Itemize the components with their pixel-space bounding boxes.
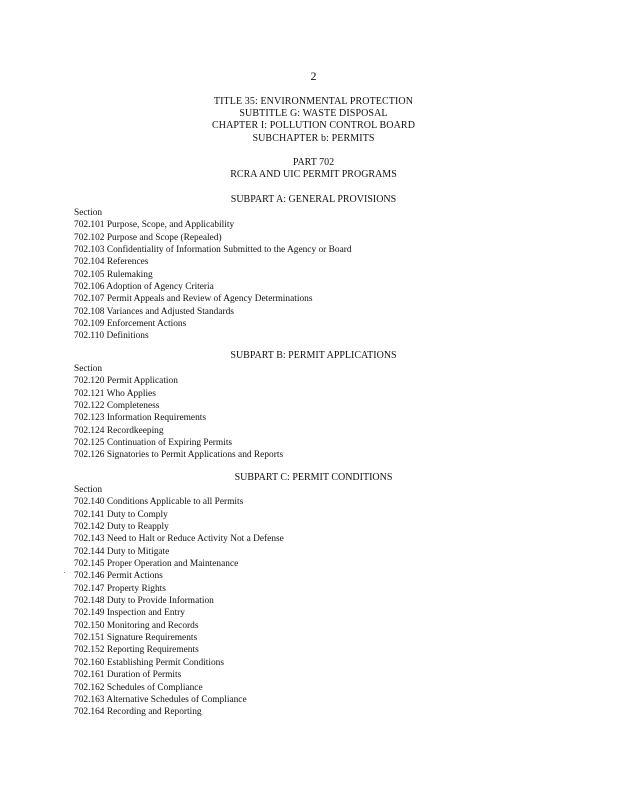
section-item: 702.126 Signatories to Permit Applications and Reports (74, 450, 284, 461)
section-item: 702.149 Inspection and Entry (74, 608, 185, 619)
subpart-b-title: SUBPART B: PERMIT APPLICATIONS (230, 350, 397, 361)
section-item: 702.103 Confidentiality of Information Submitted to the Agency or Board (74, 245, 352, 256)
section-item: 702.152 Reporting Requirements (74, 645, 199, 656)
subpart-a-section-list (74, 207, 574, 343)
section-heading: Section (74, 485, 103, 495)
section-item: 702.106 Adoption of Agency Criteria (74, 282, 214, 293)
section-item: 702.163 Alternative Schedules of Compliance (74, 694, 247, 705)
scan-speck (64, 572, 65, 573)
section-item: 702.110 Definitions (74, 331, 149, 342)
section-item: 702.160 Establishing Permit Conditions (74, 657, 225, 668)
section-item: 702.125 Continuation of Expiring Permits (74, 438, 233, 449)
section-heading: Section (74, 208, 103, 218)
section-item: 702.162 Schedules of Compliance (74, 682, 203, 693)
subchapter-line: SUBCHAPTER b: PERMITS (252, 132, 375, 144)
section-item: 702.122 Completeness (74, 401, 160, 412)
subpart-c-title: SUBPART C: PERMIT CONDITIONS (234, 472, 393, 483)
chapter-line: CHAPTER I: POLLUTION CONTROL BOARD (211, 120, 416, 132)
section-item: 702.104 References (74, 257, 149, 268)
section-item: 702.146 Permit Actions (74, 571, 163, 582)
document-header (0, 96, 619, 145)
section-item: 702.123 Information Requirements (74, 413, 207, 424)
subpart-a-title: SUBPART A: GENERAL PROVISIONS (230, 194, 397, 205)
section-item: 702.151 Signature Requirements (74, 633, 198, 644)
section-item: 702.101 Purpose, Scope, and Applicability (74, 220, 235, 231)
section-item: 702.140 Conditions Applicable to all Permits (74, 497, 244, 508)
section-item: 702.164 Recording and Reporting (74, 707, 202, 718)
section-item: 702.143 Need to Halt or Reduce Activity Not a Defense (74, 534, 284, 545)
section-item: 702.102 Purpose and Scope (Repealed) (74, 232, 222, 243)
part-heading (0, 157, 619, 181)
part-number: PART 702 (292, 157, 335, 168)
section-item: 702.147 Property Rights (74, 583, 166, 594)
section-heading: Section (74, 364, 103, 374)
section-item: 702.107 Permit Appeals and Review of Agency Determinations (74, 294, 313, 305)
section-item: 702.161 Duration of Permits (74, 670, 182, 681)
page-number: 2 (310, 69, 317, 83)
section-item: 702.121 Who Applies (74, 388, 156, 399)
section-item: 702.141 Duty to Comply (74, 509, 168, 520)
subtitle-line: SUBTITLE G: WASTE DISPOSAL (239, 108, 388, 120)
section-item: 702.150 Monitoring and Records (74, 620, 199, 631)
section-item: 702.124 Recordkeeping (74, 425, 164, 436)
subpart-c-section-list (74, 484, 574, 719)
section-item: 702.120 Permit Application (74, 376, 178, 387)
section-item: 702.148 Duty to Provide Information (74, 596, 214, 607)
part-name: RCRA AND UIC PERMIT PROGRAMS (230, 169, 397, 181)
section-item: 702.105 Rulemaking (74, 269, 153, 280)
subpart-b-section-list (74, 363, 574, 462)
title-line: TITLE 35: ENVIRONMENTAL PROTECTION (213, 96, 414, 107)
section-item: 702.144 Duty to Mitigate (74, 546, 170, 557)
section-item: 702.142 Duty to Reapply (74, 522, 169, 533)
section-item: 702.145 Proper Operation and Maintenance (74, 559, 239, 570)
section-item: 702.108 Variances and Adjusted Standards (74, 306, 234, 317)
section-item: 702.109 Enforcement Actions (74, 319, 187, 330)
